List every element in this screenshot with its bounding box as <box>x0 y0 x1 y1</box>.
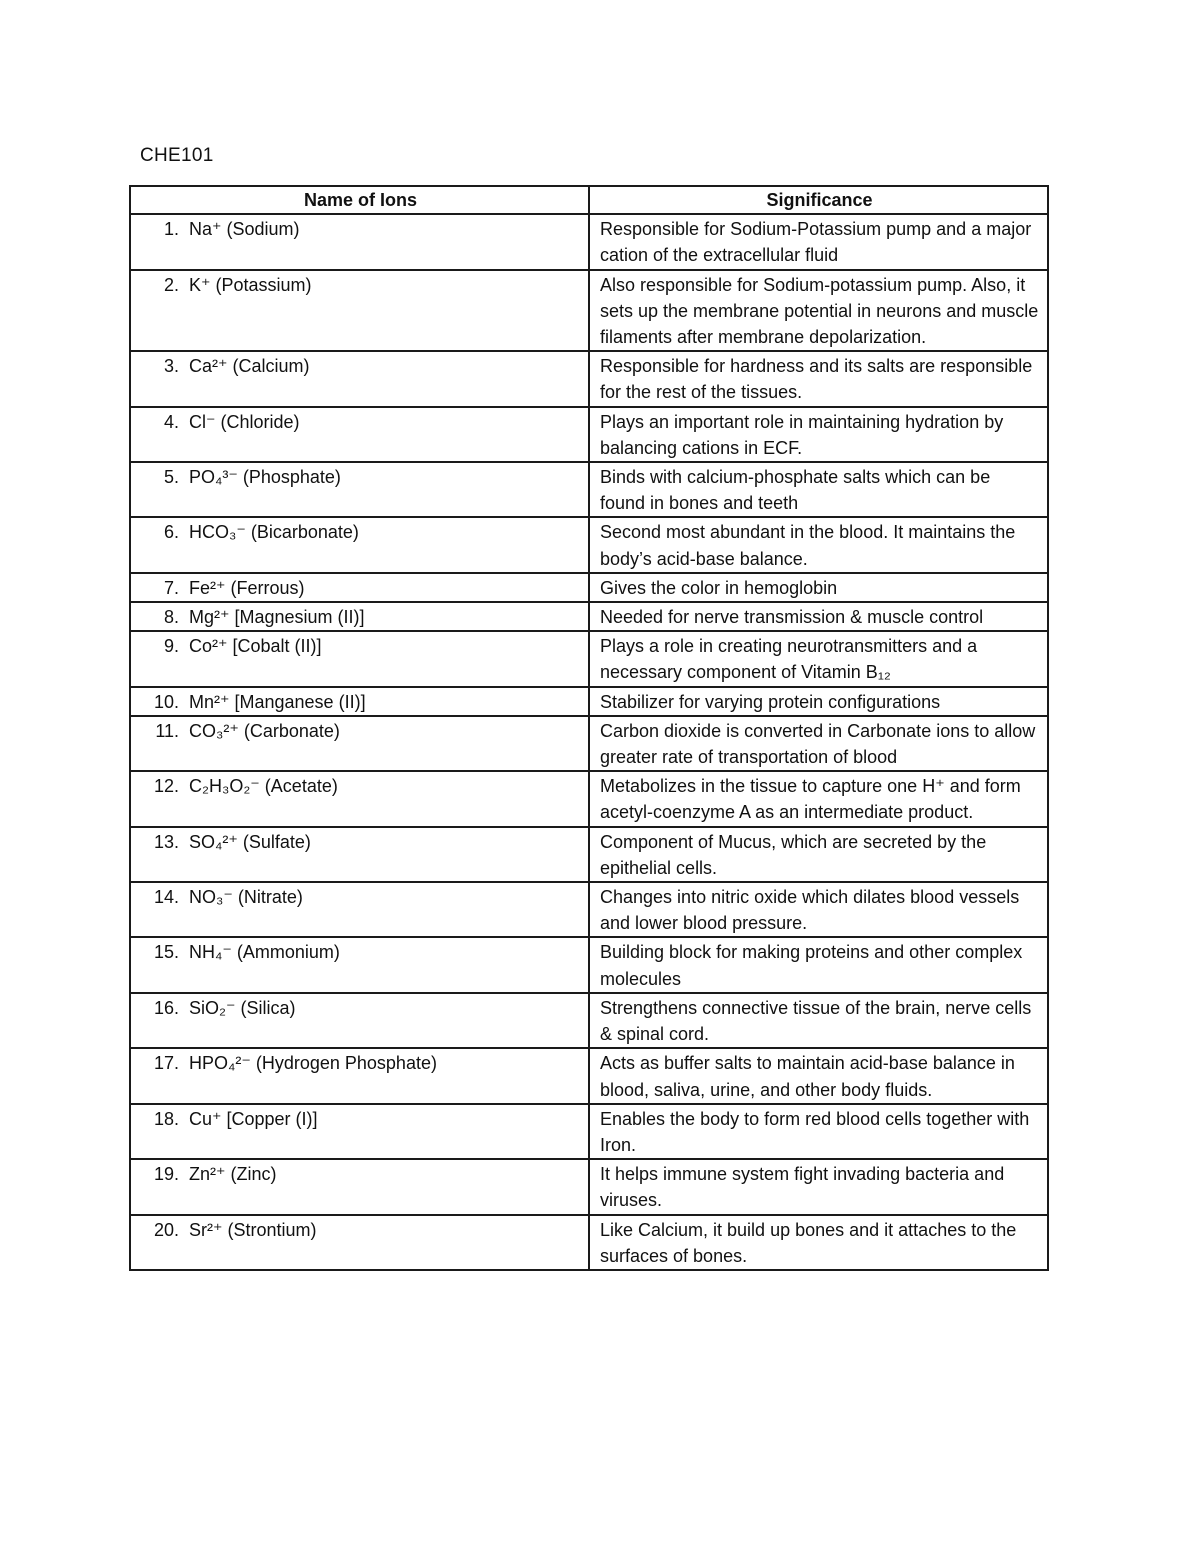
ion-significance: Metabolizes in the tissue to capture one H⁺ and form acetyl-coenzyme A as an intermediate product. <box>589 771 1048 826</box>
table-row <box>130 270 1048 352</box>
table-row <box>130 602 1048 631</box>
ion-name-cell <box>130 882 589 937</box>
ion-name: HPO₄²⁻ (Hydrogen Phosphate) <box>189 1053 437 1074</box>
ion-name-cell <box>130 351 589 406</box>
ion-number: 1. <box>163 219 179 240</box>
ion-number: 16. <box>153 997 179 1018</box>
ion-name-cell <box>130 631 589 686</box>
table-row <box>130 351 1048 406</box>
table-row <box>130 1215 1048 1270</box>
ion-name: Co²⁺ [Cobalt (II)] <box>189 636 322 657</box>
ion-entry <box>141 1161 580 1187</box>
ion-number: 11. <box>155 720 179 741</box>
ion-name: NH₄⁻ (Ammonium) <box>189 942 340 963</box>
ion-name-cell <box>130 407 589 462</box>
ion-number: 10. <box>153 691 179 712</box>
ion-name-cell <box>130 1159 589 1214</box>
ion-number: 4. <box>163 411 179 432</box>
ion-entry <box>141 575 580 601</box>
ion-number: 2. <box>163 274 179 295</box>
ion-significance: Strengthens connective tissue of the brain, nerve cells & spinal cord. <box>589 993 1048 1048</box>
ion-significance: Second most abundant in the blood. It maintains the body’s acid-base balance. <box>589 517 1048 572</box>
ion-name-cell <box>130 573 589 602</box>
ion-significance: Also responsible for Sodium-potassium pump. Also, it sets up the membrane potential in neurons and muscle filaments after membrane depolarization. <box>589 270 1048 352</box>
ion-number: 17. <box>153 1053 179 1074</box>
ion-name-cell <box>130 462 589 517</box>
ion-significance: Responsible for hardness and its salts are responsible for the rest of the tissues. <box>589 351 1048 406</box>
ion-entry <box>141 464 580 490</box>
ion-name: SO₄²⁺ (Sulfate) <box>189 831 311 852</box>
ion-name-cell <box>130 1215 589 1270</box>
table-row <box>130 993 1048 1048</box>
ion-significance: Plays an important role in maintaining hydration by balancing cations in ECF. <box>589 407 1048 462</box>
ion-entry <box>141 773 580 799</box>
table-row <box>130 631 1048 686</box>
ion-significance: Needed for nerve transmission & muscle control <box>589 602 1048 631</box>
ion-significance: Plays a role in creating neurotransmitters and a necessary component of Vitamin B₁₂ <box>589 631 1048 686</box>
ion-name-cell <box>130 687 589 716</box>
table-row <box>130 771 1048 826</box>
ion-significance: Responsible for Sodium-Potassium pump and a major cation of the extracellular fluid <box>589 214 1048 269</box>
ion-significance: Building block for making proteins and other complex molecules <box>589 937 1048 992</box>
ion-name-cell <box>130 827 589 882</box>
ion-entry <box>141 272 580 298</box>
document-title: CHE101 <box>140 145 214 166</box>
ion-entry <box>141 1050 580 1076</box>
ion-number: 8. <box>163 607 179 628</box>
ion-entry <box>141 995 580 1021</box>
ion-entry <box>141 689 580 715</box>
ion-name: Fe²⁺ (Ferrous) <box>189 577 305 598</box>
ion-name-cell <box>130 214 589 269</box>
ion-entry <box>141 884 580 910</box>
ion-significance: Carbon dioxide is converted in Carbonate ions to allow greater rate of transportation of blood <box>589 716 1048 771</box>
ion-name-cell <box>130 716 589 771</box>
header-significance: Significance <box>589 186 1048 214</box>
ion-name-cell <box>130 993 589 1048</box>
table-row <box>130 882 1048 937</box>
ions-table <box>129 185 1049 1271</box>
ion-name-cell <box>130 517 589 572</box>
ion-number: 9. <box>163 636 179 657</box>
ion-entry <box>141 1106 580 1132</box>
ion-entry <box>141 604 580 630</box>
ion-entry <box>141 1217 580 1243</box>
ion-significance: Stabilizer for varying protein configurations <box>589 687 1048 716</box>
table-row <box>130 1048 1048 1103</box>
ion-significance: Enables the body to form red blood cells together with Iron. <box>589 1104 1048 1159</box>
ion-name: SiO₂⁻ (Silica) <box>189 997 296 1018</box>
ion-name-cell <box>130 771 589 826</box>
ion-significance: Component of Mucus, which are secreted by the epithelial cells. <box>589 827 1048 882</box>
ion-name: PO₄³⁻ (Phosphate) <box>189 467 341 488</box>
table-row <box>130 407 1048 462</box>
ion-name: Na⁺ (Sodium) <box>189 219 300 240</box>
ion-name-cell <box>130 1104 589 1159</box>
ion-significance: Like Calcium, it build up bones and it attaches to the surfaces of bones. <box>589 1215 1048 1270</box>
ion-significance: It helps immune system fight invading bacteria and viruses. <box>589 1159 1048 1214</box>
ion-name: Ca²⁺ (Calcium) <box>189 356 310 377</box>
ion-name: Mg²⁺ [Magnesium (II)] <box>189 607 365 628</box>
ion-name: Cu⁺ [Copper (I)] <box>189 1108 318 1129</box>
ion-name: C₂H₃O₂⁻ (Acetate) <box>189 776 338 797</box>
ion-number: 18. <box>153 1108 179 1129</box>
ion-entry <box>141 633 580 659</box>
table-row <box>130 937 1048 992</box>
ion-entry <box>141 939 580 965</box>
ion-entry <box>141 353 580 379</box>
ion-number: 19. <box>153 1164 179 1185</box>
ion-entry <box>141 829 580 855</box>
ion-name-cell <box>130 270 589 352</box>
ion-name-cell <box>130 937 589 992</box>
ion-number: 6. <box>163 522 179 543</box>
ion-number: 14. <box>153 887 179 908</box>
ion-name: HCO₃⁻ (Bicarbonate) <box>189 522 359 543</box>
table-header-row <box>130 186 1048 214</box>
ion-number: 12. <box>153 776 179 797</box>
ion-significance: Acts as buffer salts to maintain acid-base balance in blood, saliva, urine, and other body fluids. <box>589 1048 1048 1103</box>
table-row <box>130 214 1048 269</box>
ion-entry <box>141 216 580 242</box>
ion-name-cell <box>130 602 589 631</box>
ion-name: NO₃⁻ (Nitrate) <box>189 887 303 908</box>
table-row <box>130 827 1048 882</box>
ion-significance: Changes into nitric oxide which dilates blood vessels and lower blood pressure. <box>589 882 1048 937</box>
ion-entry <box>141 519 580 545</box>
ion-name-cell <box>130 1048 589 1103</box>
ion-name: Mn²⁺ [Manganese (II)] <box>189 691 366 712</box>
ion-number: 3. <box>163 356 179 377</box>
table-row <box>130 517 1048 572</box>
ion-name: CO₃²⁺ (Carbonate) <box>189 720 340 741</box>
table-row <box>130 1104 1048 1159</box>
table-row <box>130 573 1048 602</box>
ion-number: 15. <box>153 942 179 963</box>
table-row <box>130 462 1048 517</box>
table-row <box>130 687 1048 716</box>
header-name-of-ions: Name of Ions <box>130 186 589 214</box>
ion-significance: Binds with calcium-phosphate salts which can be found in bones and teeth <box>589 462 1048 517</box>
table-row <box>130 716 1048 771</box>
ion-entry <box>141 409 580 435</box>
table-body <box>130 214 1048 1270</box>
ion-name: K⁺ (Potassium) <box>189 274 312 295</box>
ion-name: Sr²⁺ (Strontium) <box>189 1219 317 1240</box>
ion-name: Zn²⁺ (Zinc) <box>189 1164 277 1185</box>
ion-number: 7. <box>163 577 179 598</box>
ion-name: Cl⁻ (Chloride) <box>189 411 300 432</box>
ion-significance: Gives the color in hemoglobin <box>589 573 1048 602</box>
ion-number: 5. <box>163 467 179 488</box>
ion-entry <box>141 718 580 744</box>
ion-number: 20. <box>153 1219 179 1240</box>
ion-number: 13. <box>153 831 179 852</box>
table-row <box>130 1159 1048 1214</box>
